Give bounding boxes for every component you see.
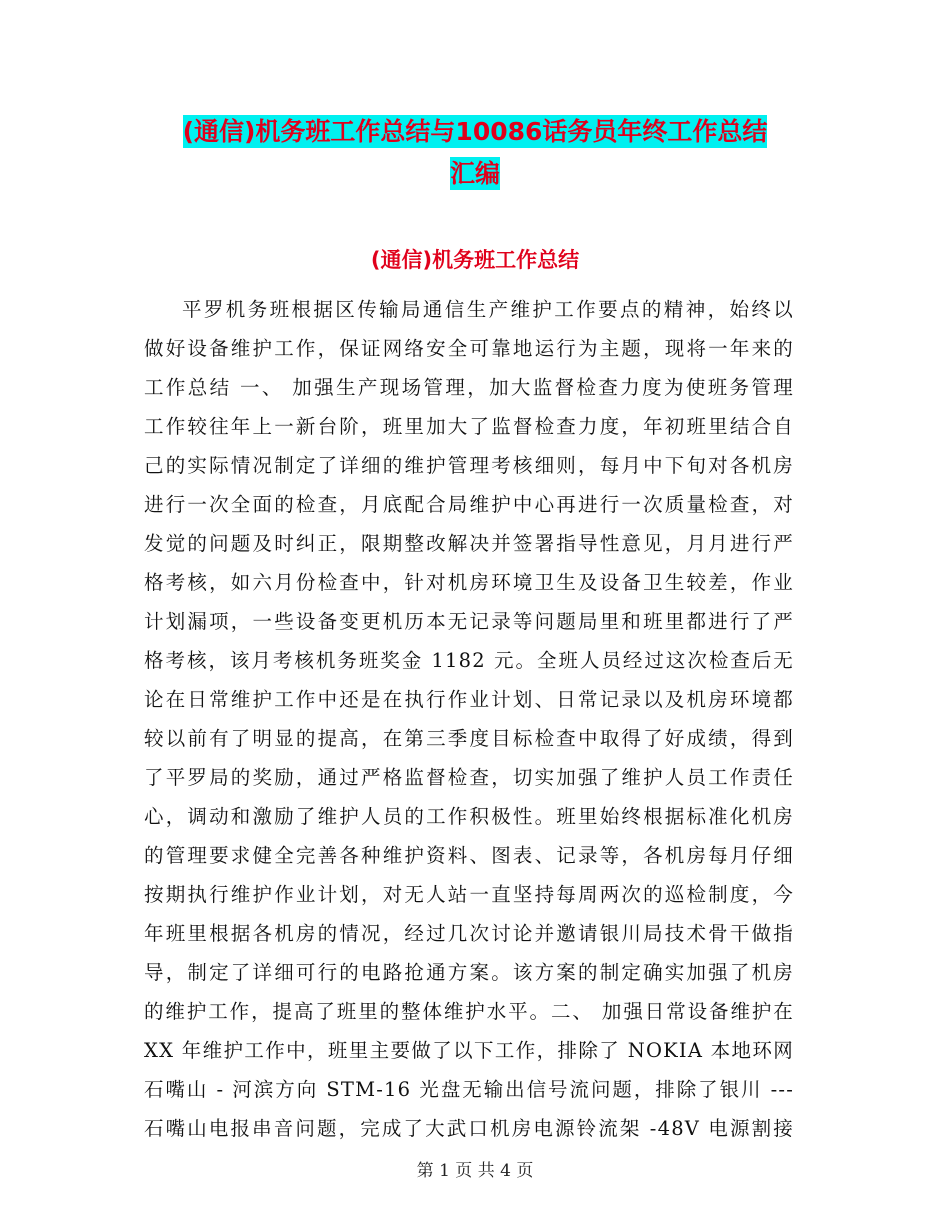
body-line: 导，制定了详细可行的电路抢通方案。该方案的制定确实加强了机房 xyxy=(144,961,794,984)
body-line: 计划漏项，一些设备变更机历本无记录等问题局里和班里都进行了严 xyxy=(144,610,794,633)
body-line: 工作较往年上一新台阶，班里加大了监督检查力度，年初班里结合自 xyxy=(144,415,794,438)
body-line: 己的实际情况制定了详细的维护管理考核细则，每月中下旬对各机房 xyxy=(144,454,794,477)
document-title-line-2: 汇编 xyxy=(449,159,500,188)
body-line: 进行一次全面的检查，月底配合局维护中心再进行一次质量检查，对 xyxy=(144,493,794,516)
body-line: XX 年维护工作中，班里主要做了以下工作，排除了 NOKIA 本地环网 xyxy=(144,1039,794,1062)
body-line: 格考核，该月考核机务班奖金 1182 元。全班人员经过这次检查后无 xyxy=(144,649,794,672)
body-line: 工作总结 一、 加强生产现场管理，加大监督检查力度为使班务管理 xyxy=(144,376,794,399)
body-line: 平罗机务班根据区传输局通信生产维护工作要点的精神，始终以 xyxy=(182,298,794,321)
document-title-line-1: (通信)机务班工作总结与10086话务员年终工作总结 xyxy=(182,117,768,146)
body-line: 石嘴山电报串音问题，完成了大武口机房电源铃流架 -48V 电源割接 xyxy=(144,1117,794,1140)
section-title: (通信)机务班工作总结 xyxy=(370,248,580,272)
body-line: 论在日常维护工作中还是在执行作业计划、日常记录以及机房环境都 xyxy=(144,688,794,711)
body-line: 按期执行维护作业计划，对无人站一直坚持每周两次的巡检制度，今 xyxy=(144,883,794,906)
body-line: 格考核，如六月份检查中，针对机房环境卫生及设备卫生较差，作业 xyxy=(144,571,794,594)
body-line: 石嘴山 - 河滨方向 STM-16 光盘无输出信号流问题，排除了银川 --- xyxy=(144,1078,794,1101)
body-line: 的维护工作，提高了班里的整体维护水平。二、 加强日常设备维护在 xyxy=(144,1000,794,1023)
body-line: 发觉的问题及时纠正，限期整改解决并签署指导性意见，月月进行严 xyxy=(144,532,794,555)
body-line: 较以前有了明显的提高，在第三季度目标检查中取得了好成绩，得到 xyxy=(144,727,794,750)
body-line: 做好设备维护工作，保证网络安全可靠地运行为主题，现将一年来的 xyxy=(144,337,794,360)
body-line: 年班里根据各机房的情况，经过几次讨论并邀请银川局技术骨干做指 xyxy=(144,922,794,945)
body-line: 了平罗局的奖励，通过严格监督检查，切实加强了维护人员工作责任 xyxy=(144,766,794,789)
page-footer: 第 1 页 共 4 页 xyxy=(416,1161,534,1181)
body-line: 的管理要求健全完善各种维护资料、图表、记录等，各机房每月仔细 xyxy=(144,844,794,867)
body-line: 心，调动和激励了维护人员的工作积极性。班里始终根据标准化机房 xyxy=(144,805,794,828)
